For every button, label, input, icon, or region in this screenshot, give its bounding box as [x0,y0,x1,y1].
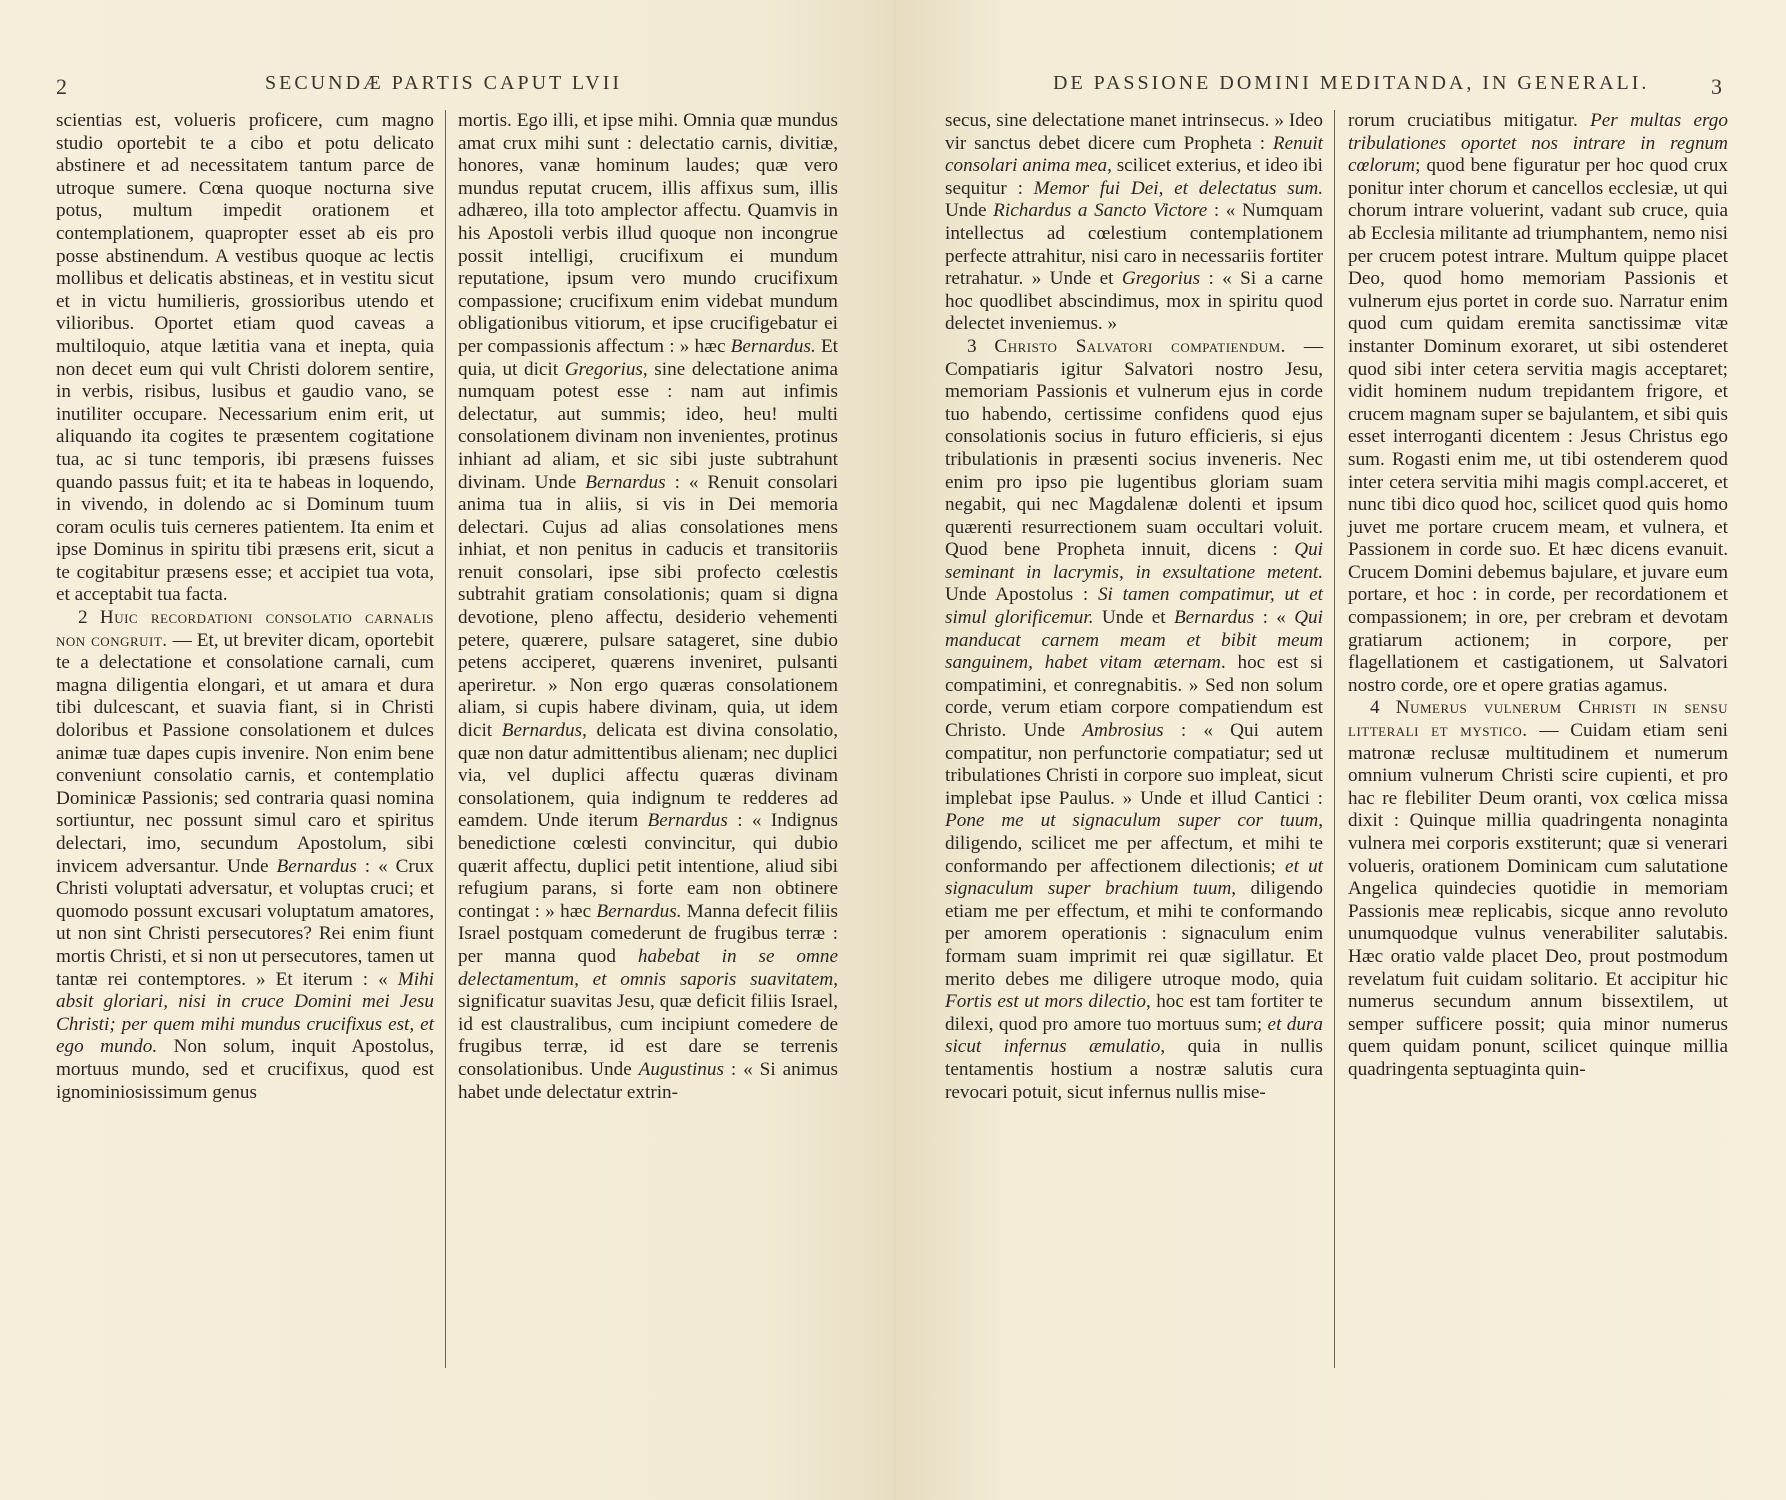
section-heading: Huic recordationi consolatio carnalis non congruit. [56,607,434,651]
page-number: 3 [1711,74,1722,99]
paragraph: 2 Huic recordationi consolatio carnalis non congruit. — Et, ut breviter dicam, oportebit te a delectatione et consolatione carnali, cum magna diligentia elongari, et ut amara et dura tibi dulcescant, et suavia fiant, si in Christi doloribus et Passione consolationem et dulces animæ tuæ dapes cupis invenire. Non enim bene conveniunt consolatio carnis, et contemplatio Dominicæ Passionis; sed contraria quasi nomina sortiuntur, nec possunt simul caro et spiritus delectari, imo, secundum Apostolum, sibi invicem adversantur. Unde Bernardus : « Crux Christi voluptati adversatur, et voluptas cruci; et quomodo possunt excusari voluptatum amatores, ut non sint Christi persecutores? Rei enim fiunt mortis Christi, et si non ut persecutores, tamen ut tantæ rei contemptores. » Et iterum : « Mihi absit gloriari, nisi in cruce Domini mei Jesu Christi; per quem mihi mundus crucifixus est, et ego mundo. Non solum, inquit Apostolus, mortuus mundo, sed et crucifixus, quod est ignominiosissimum genus [56,607,434,1103]
column-rule [1334,110,1335,1368]
paragraph: scientias est, volueris proficere, cum magno studio oportebit te a cibo et potu delicato abstinere et ad necessitatem tantum parce de utroque sumere. Cœna quoque nocturna sive potus, multum impedit orationem et contemplationem, quapropter esset ab eis pro posse abstinendum. A vestibus quoque ac lectis mollibus et delicatis abstineas, et in vestitu sicut et in victu humilieris, grossioribus utendo et vilioribus. Oportet etiam quod caveas a multiloquio, atque lætitia vana et inepta, quia non decet eum qui vult Christi dolorem sentire, in verbis, risibus, lusibus et gaudio vano, se inutiliter occupare. Necessarium enim erit, ut aliquando ita cogites te præsentem cogitatione tua, ac si tunc temporis, ibi præsens fuisses quando passus fuit; et ita te habeas in loquendo, in vivendo, in dolendo ac si Dominum tuum coram oculis tuis cerneres patientem. Ita enim et ipse Dominus in spiritu tibi præsens erit, sicut a te cogitabitur præsens esse; et accipiet tua vota, et acceptabit tua facta. [56,110,434,606]
running-head: SECUNDÆ PARTIS CAPUT LVII [265,72,623,94]
paragraph: 4 Numerus vulnerum Christi in sensu litterali et mystico. — Cuidam etiam seni matronæ reclusæ multitudinem et numerum omnium vulnerum Christi scire cupienti, et pro hac re flebiliter Deum oranti, vox cœlica missa dixit : Quinque millia quadringenta nonaginta vulnera mei corporis exstiterunt; quæ si venerari volueris, orationem Dominicam cum salutatione Angelica quindecies quotidie in memoriam Passionis meæ replicabis, sicque anno revoluto unumquodque vulnus venerabiliter salutabis. Hæc oratio valde placet Deo, prout postmodum revelatum fuit cuidam solitario. Et accipitur hic numerus secundum annum bissextilem, ut semper sufficere possit; quia minor numerus quem quidam ponunt, scilicet quinque millia quadringenta septuaginta quin- [1348,697,1728,1080]
section-heading: Christo Salvatori compatiendum. [994,335,1286,357]
right-page [893,0,1786,1500]
paragraph: rorum cruciatibus mitigatur. Per multas ergo tribulationes oportet nos intrare in regnum cœlorum; quod bene figuratur per hoc quod crux ponitur inter chorum et cancellos ecclesiæ, ut qui chorum intrare voluerint, vadant sub cruce, quia ab Ecclesia militante ad triumphantem, nemo nisi per crucem potest intrare. Multum quippe placet Deo, quod homo memoriam Passionis et vulnerum ejus portet in corde suo. Narratur enim quod cum quidam eremita sanctissimæ vitæ instanter Dominum exoraret, ut sibi ostenderet quod sibi inter cetera servitia magis acceptaret; vidit hominem nudum trepidantem frigore, et crucem magnam super se bajulantem, et sibi quis esset interroganti dicentem : Jesus Christus ego sum. Rogasti enim me, ut tibi ostenderem quod inter cetera servitia mihi magis compl.acceret, et nunc tibi dico quod hoc, scilicet quod quis homo juvet me portare crucem meam, et vulnera, et Passionem in corde suo. Et hæc dicens evanuit. Crucem Domini debemus bajulare, et juvare eum portare, et hoc : in corde, per recordationem et compassionem; in ore, per crebram et devotam gratiarum actionem; in corpore, per flagellationem et castigationem, ut Salvatori nostro corde, ore et opere gratias agamus. [1348,110,1728,696]
paragraph: mortis. Ego illi, et ipse mihi. Omnia quæ mundus amat crux mihi sunt : delectatio carnis, divitiæ, honores, vanæ hominum laudes; quæ vero mundus reputat crucem, illis affixus sum, illis adhæreo, illa toto amplector affectu. Quamvis in his Apostoli verbis illud quoque non incongrue possit intelligi, crucifixum ei mundum reputatione, ipsum vero mundo crucifixum compassione; crucifixum enim videbat mundum obligationibus vitiorum, et ipse crucifigebatur ei per compassionis affectum : » hæc Bernardus. Et quia, ut dicit Gregorius, sine delectatione anima numquam potest esse : nam aut infimis delectatur, aut summis; ideo, heu! multi consolationem divinam non invenientes, protinus inhiant ad aliam, et sic sibi juste subtrahunt divinam. Unde Bernardus : « Renuit consolari anima tua in aliis, si vis in Dei memoria delectari. Cujus ad alias consolationes mens inhiat, et non penitus in caducis et transitoriis renuit consolari, ipse sibi profecto cœlestis subtrahit gratiam consolationis; quam si digna devotione, pleno affectu, desiderio vehementi petere, quærere, pulsare satageret, sine dubio petens acciperet, quærens inveniret, pulsanti aperiretur. » Non ergo quæras consolationem aliam, si cupis habere divinam, quia, ut idem dicit Bernardus, delicata est divina consolatio, quæ non datur admittentibus alienam; nec duplici via, vel duplici affectu quæras divinam consolationem, quia indignum te redderes ad eamdem. Unde iterum Bernardus : « Indignus benedictione cœlesti convincitur, qui dubio quærit affectu, duplici petit intentione, aliud sibi refugium parans, si forte eam non obtinere contingat : » hæc Bernardus. Manna defecit filiis Israel postquam comederunt de frugibus terræ : per manna quod habebat in se omne delectamentum, et omnis saporis suavitatem, significatur suavitas Jesu, quæ deficit filiis Israel, id est claustralibus, cum incipiunt comedere de frugibus terræ, id est dare se terrenis consolationibus. Unde Augustinus : « Si animus habet unde delectatur extrin- [458,110,839,1103]
left-column-2 [458,110,838,1104]
left-column-1 [56,110,434,1104]
column-rule [445,110,446,1368]
paragraph: secus, sine delectatione manet intrinsecus. » Ideo vir sanctus debet dicere cum Propheta : Renuit consolari anima mea, scilicet exterius, et ideo ibi sequitur : Memor fui Dei, et delectatus sum. Unde Richardus a Sancto Victore : « Numquam intellectus ad cœlestium contemplationem perfecte attrahitur, nisi caro in necessariis fortiter retrahatur. » Unde et Gregorius : « Si a carne hoc quodlibet abscindimus, mox in spiritu quod delectet inveniemus. » [945,110,1323,335]
right-column-2 [1348,110,1728,1082]
section-heading: Numerus vulnerum Christi in sensu litterali et mystico. [1348,697,1728,742]
running-head: DE PASSIONE DOMINI MEDITANDA, IN GENERALI. [1053,72,1650,94]
paragraph: 3 Christo Salvatori compatiendum. — Compatiaris igitur Salvatori nostro Jesu, memoriam Passionis et vulnerum ejus in corde tuo habendo, certissime confidens quod ejus consolationis socius in futuro efficieris, si ejus tribulationis in præsenti socius inveneris. Nec enim pro ipso pie lugentibus gloriam suam negabit, qui nec Magdalenæ dolenti et ipsum quærenti resurrectionem suam occultari voluit. Quod bene Propheta innuit, dicens : Qui seminant in lacrymis, in exsultatione metent. Unde Apostolus : Si tamen compatimur, ut et simul glorificemur. Unde et Bernardus : « Qui manducat carnem meam et bibit meum sanguinem, habet vitam æternam. hoc est si compatimini, et conregnabitis. » Sed non solum corde, verum etiam corpore compatiendum est Christo. Unde Ambrosius : « Qui autem compatitur, non perfunctorie compatiatur; sed ut tribulationes Christi in corpore suo impleat, sicut implebat ipse Paulus. » Unde et illud Cantici : Pone me ut signaculum super cor tuum, diligendo, scilicet me per affectum, et mihi te conformando per affectionem dilectionis; et ut signaculum super brachium tuum, diligendo etiam me per effectum, et mihi te conformando per amorem operationis : signaculum enim formam suam imprimit rei quæ sigillatur. Et merito debes me diligere utroque modo, quia Fortis est ut mors dilectio, hoc est tam fortiter te dilexi, quod pro amore tuo mortuus sum; et dura sicut infernus æmulatio, quia in nullis tentamentis hostium a nostræ salutis cura revocari potuit, sicut infernus nullis mise- [945,335,1323,1103]
right-column-1 [945,110,1323,1104]
page-number: 2 [56,74,67,99]
